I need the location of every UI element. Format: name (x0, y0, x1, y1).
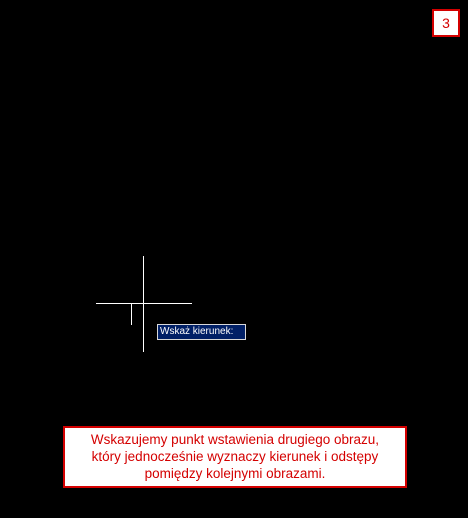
instruction-caption (63, 426, 407, 488)
caption-line: pomiędzy kolejnymi obrazami. (144, 466, 326, 481)
caption-line: który jednocześnie wyznaczy kierunek i odstępy (91, 449, 379, 464)
caption-line: Wskazujemy punkt wstawienia drugiego obrazu, (90, 432, 380, 447)
step-number-badge: 3 (432, 9, 460, 37)
direction-prompt-tooltip: Wskaż kierunek: (157, 324, 246, 340)
